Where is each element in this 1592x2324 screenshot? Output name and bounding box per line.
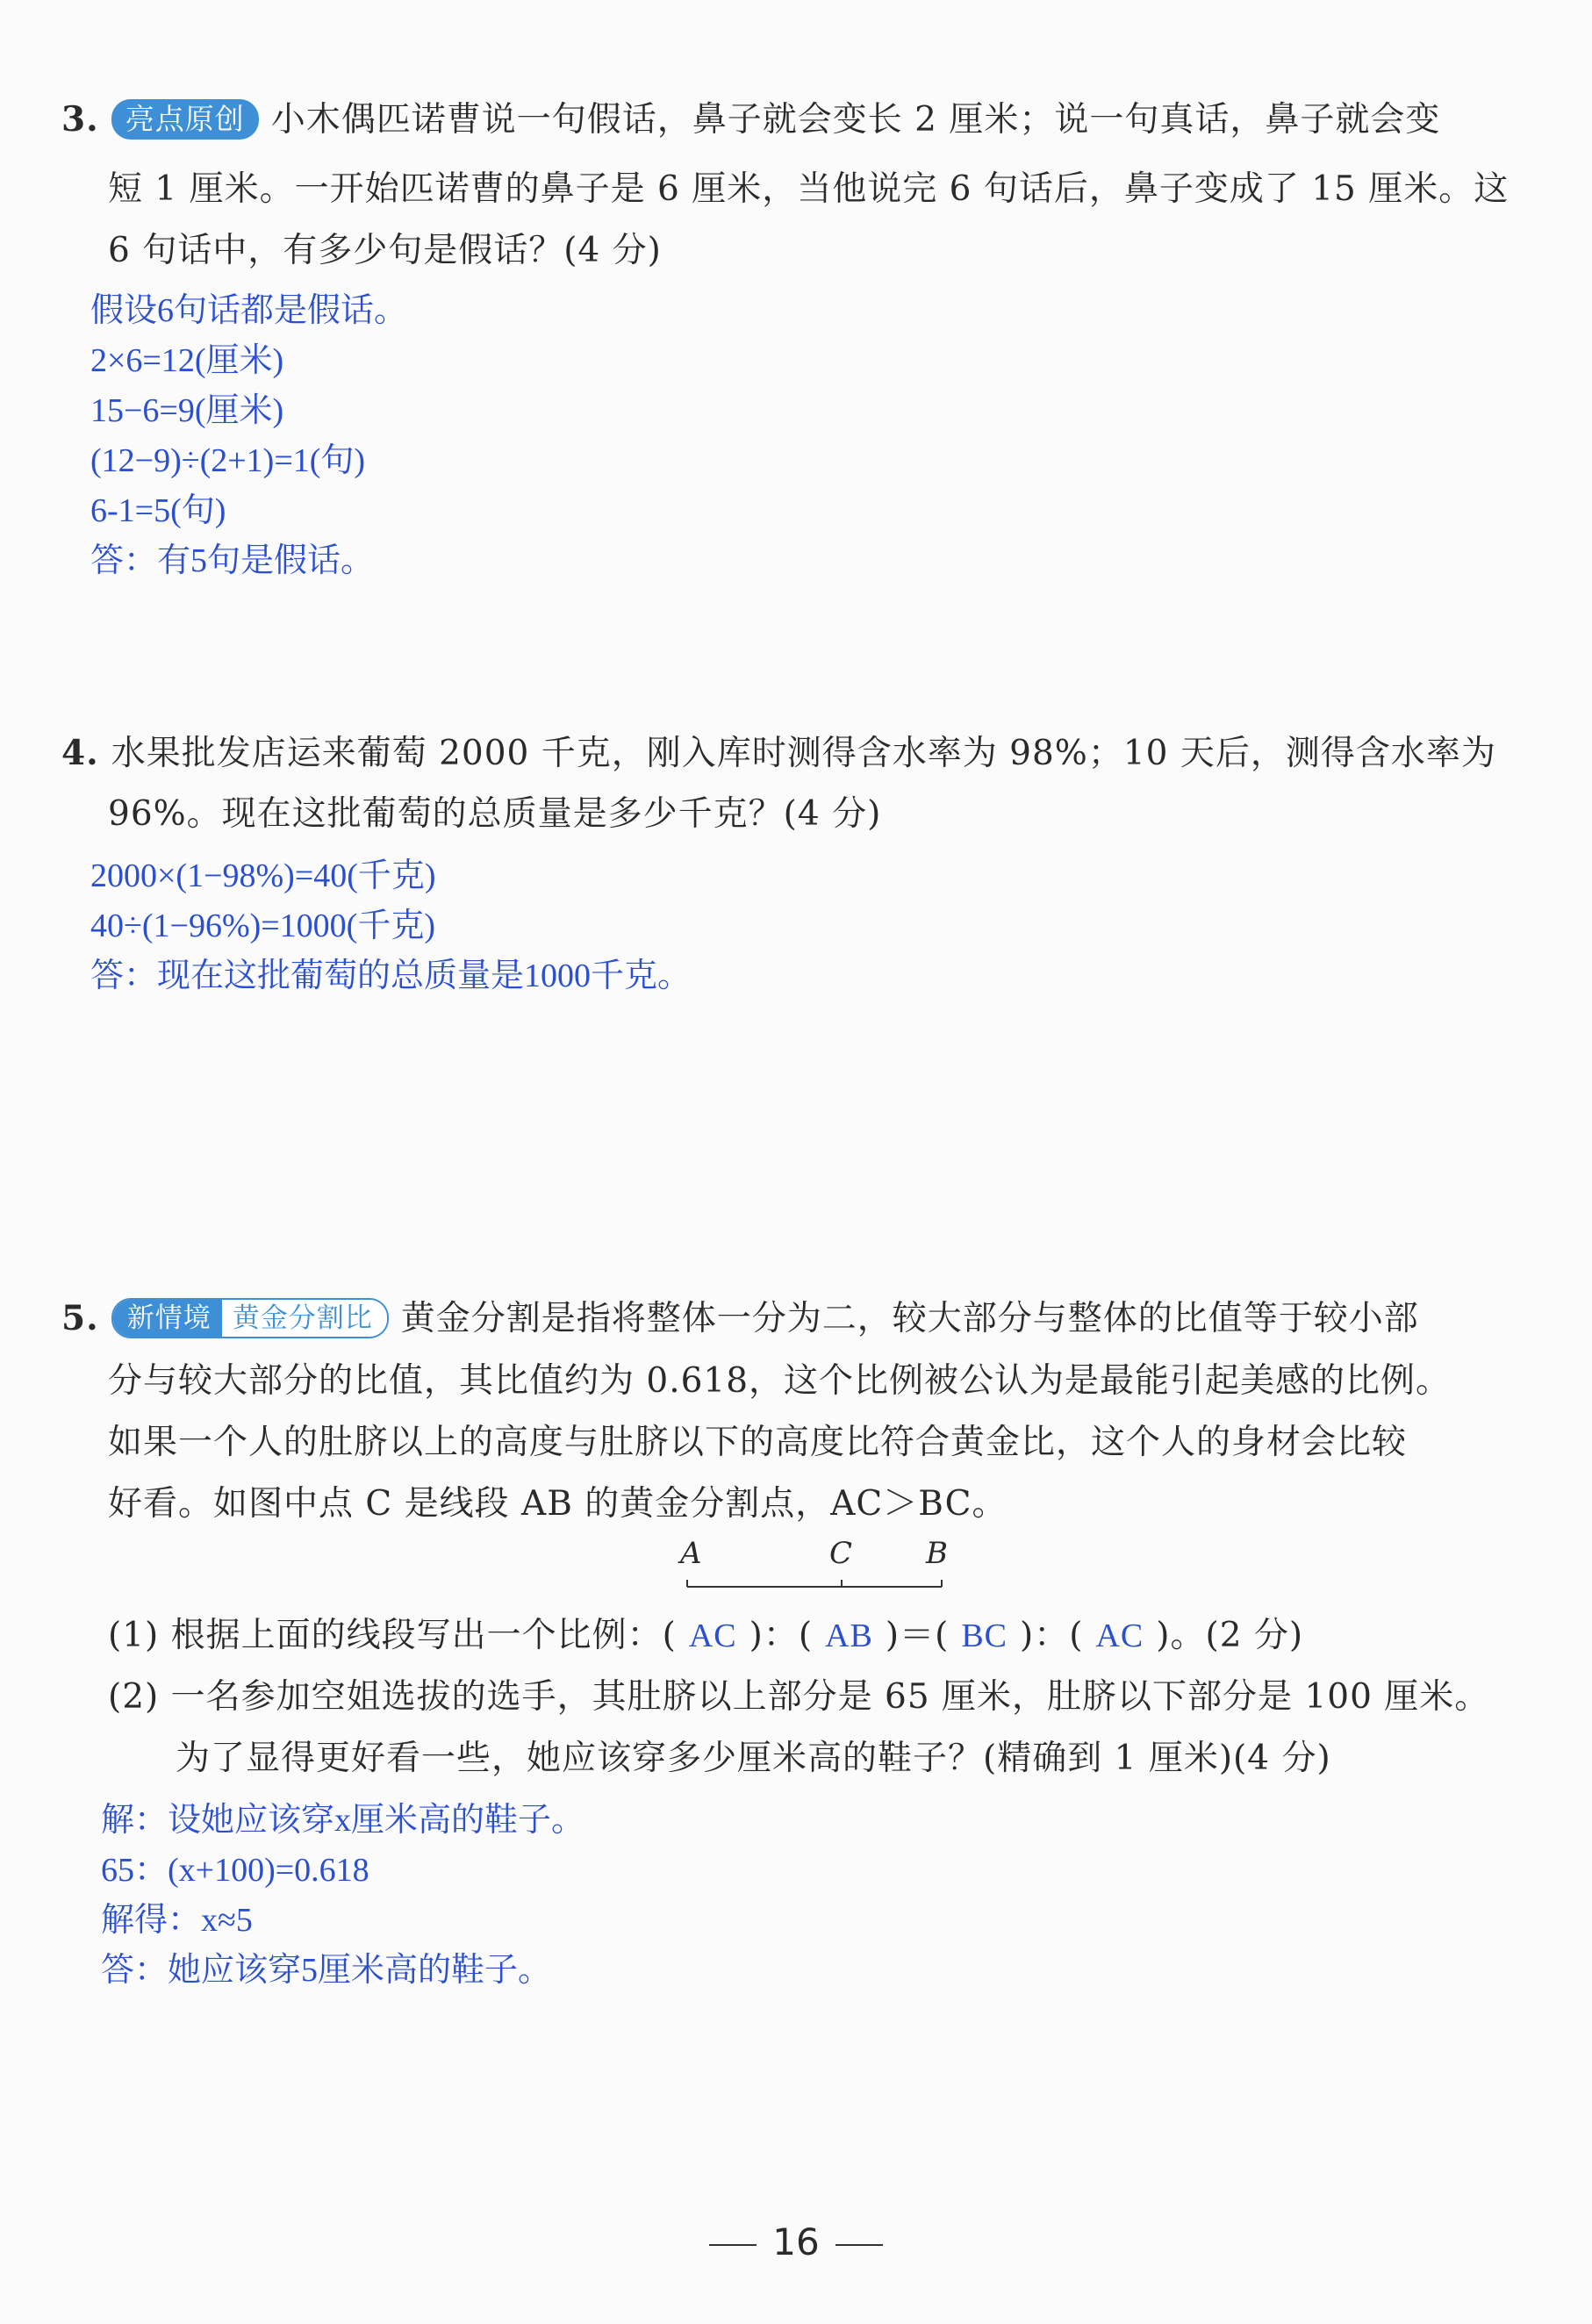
q4-answer-3: 答：现在这批葡萄的总质量是1000千克。 xyxy=(90,958,692,994)
q4-number: 4. xyxy=(61,733,99,773)
q5-part1-sep1: )：( xyxy=(749,1616,814,1655)
q5-part1-prefix: (1) 根据上面的线段写出一个比例：( xyxy=(108,1616,677,1655)
q5-number: 5. xyxy=(61,1298,99,1338)
segment-line xyxy=(680,1536,943,1597)
q5-part2-line1: (2) 一名参加空姐选拔的选手，其肚脐以上部分是 65 厘米，肚脐以下部分是 100 厘米。 xyxy=(108,1677,1490,1717)
q5-part1-answer-3: BC xyxy=(961,1617,1008,1654)
q5-text-line3: 如果一个人的肚脐以上的高度与肚脐以下的高度比符合黄金比，这个人的身材会比较 xyxy=(108,1423,1408,1462)
q3-answer-4: (12−9)÷(2+1)=1(句) xyxy=(90,442,366,479)
page-number xyxy=(0,2220,1592,2263)
q5-part1-sep3: )：( xyxy=(1020,1616,1084,1655)
q5-text-line2: 分与较大部分的比值，其比值约为 0.618，这个比例被公认为是最能引起美感的比例。 xyxy=(108,1361,1452,1401)
q5-text-line4: 好看。如图中点 C 是线段 AB 的黄金分割点，AC＞BC。 xyxy=(108,1484,1008,1524)
page-number-text: 16 xyxy=(772,2220,820,2263)
q3-text-line1: 小木偶匹诺曹说一句假话，鼻子就会变长 2 厘米；说一句真话，鼻子就会变 xyxy=(270,100,1441,140)
q5-part1-sep2: )＝( xyxy=(885,1616,950,1655)
segment-label-b: B xyxy=(926,1536,948,1571)
q5-part1-suffix: )。(2 分) xyxy=(1156,1616,1304,1655)
q5-answer-1: 解：设她应该穿x厘米高的鞋子。 xyxy=(101,1802,585,1839)
q5-line1 xyxy=(61,1292,1419,1345)
q3-answer-1: 假设6句话都是假话。 xyxy=(90,292,408,329)
q4-text-line2: 96%。现在这批葡萄的总质量是多少千克？(4 分) xyxy=(108,794,882,834)
q4-text-line1: 水果批发店运来葡萄 2000 千克，刚入库时测得含水率为 98%；10 天后，测得含水率为 xyxy=(111,734,1496,773)
segment-label-a: A xyxy=(680,1536,702,1571)
q3-answer-2: 2×6=12(厘米) xyxy=(90,342,284,379)
page-number-dash-right xyxy=(835,2244,883,2246)
q3-number: 3. xyxy=(61,99,99,140)
q5-badge-right: 黄金分割比 xyxy=(222,1300,387,1337)
q5-badge-left: 新情境 xyxy=(113,1300,222,1337)
q3-text-line2: 短 1 厘米。一开始匹诺曹的鼻子是 6 厘米，当他说完 6 句话后，鼻子变成了 15 厘米。这 xyxy=(108,169,1510,209)
q5-answer-4: 答：她应该穿5厘米高的鞋子。 xyxy=(101,1952,552,1989)
q5-badge xyxy=(111,1298,389,1338)
q3-answer-3: 15−6=9(厘米) xyxy=(90,392,284,429)
segment-label-c: C xyxy=(829,1536,853,1571)
q3-badge: 亮点原创 xyxy=(111,99,259,140)
q5-part1-answer-1: AC xyxy=(688,1617,737,1654)
q3-answer-5: 6-1=5(句) xyxy=(90,492,226,529)
q4-answer-1: 2000×(1−98%)=40(千克) xyxy=(90,857,436,894)
q5-answer-3: 解得：x≈5 xyxy=(101,1902,253,1939)
q5-part1-answer-2: AB xyxy=(825,1617,873,1654)
q5-part1 xyxy=(108,1610,1303,1662)
page-number-dash-left xyxy=(709,2244,757,2246)
segment-diagram xyxy=(680,1536,948,1589)
q4-line1 xyxy=(61,727,1496,780)
q3-answer-6: 答：有5句是假话。 xyxy=(90,542,375,579)
q5-answer-2: 65：(x+100)=0.618 xyxy=(101,1852,369,1889)
q5-part2-line2: 为了显得更好看一些，她应该穿多少厘米高的鞋子？(精确到 1 厘米)(4 分) xyxy=(176,1739,1331,1778)
q4-answer-2: 40÷(1−96%)=1000(千克) xyxy=(90,907,435,944)
q5-part1-answer-4: AC xyxy=(1095,1617,1144,1654)
q3-text-line3: 6 句话中，有多少句是假话？(4 分) xyxy=(108,231,662,270)
q3-line1 xyxy=(61,93,1440,147)
q5-text-line1: 黄金分割是指将整体一分为二，较大部分与整体的比值等于较小部 xyxy=(400,1299,1419,1338)
